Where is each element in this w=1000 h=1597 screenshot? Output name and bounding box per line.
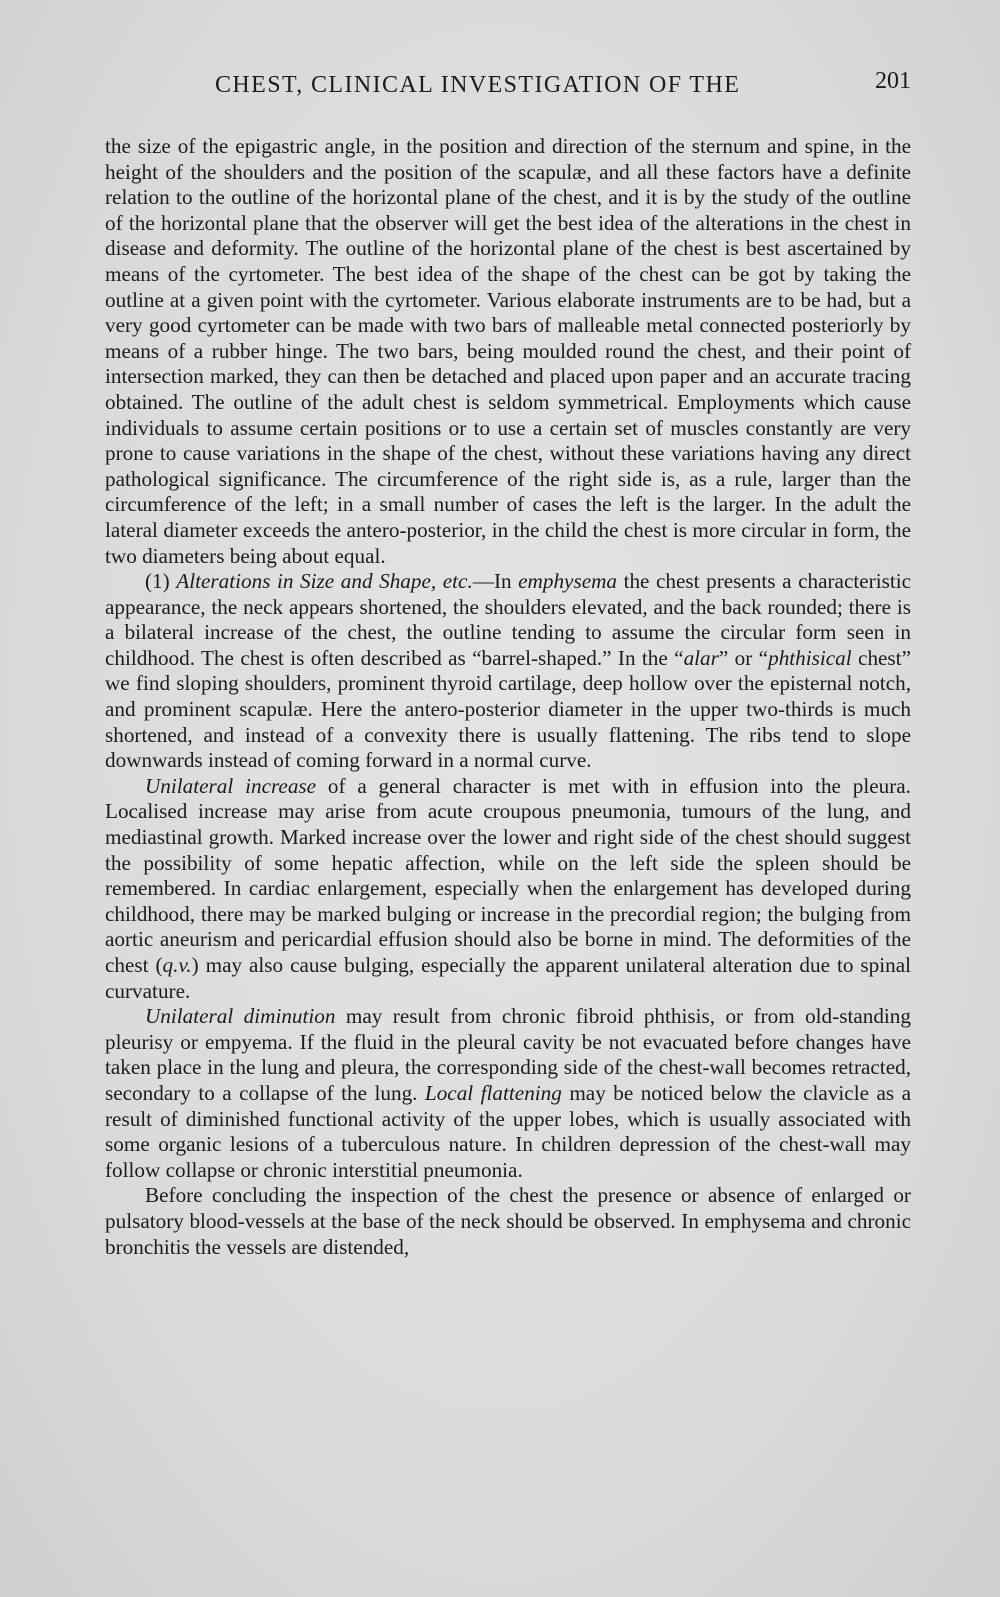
paragraph xyxy=(105,134,911,569)
page-number: 201 xyxy=(875,68,911,94)
italic-text-run: Alterations in Size and Shape, etc. xyxy=(176,569,473,594)
text-run: Before concluding the inspection of the chest the presence or absence of enlarged or pulsatory blood-vessels at the base of the neck should be observed. In emphysema and chronic bronchitis the vessels are distended, xyxy=(105,1183,911,1259)
italic-text-run: Unilateral increase xyxy=(145,773,317,798)
italic-text-run: Unilateral diminution xyxy=(145,1004,336,1029)
running-title: CHEST, CLINICAL INVESTIGATION OF THE xyxy=(215,72,741,98)
text-run: ” or “ xyxy=(718,645,769,670)
italic-text-run: q.v. xyxy=(162,953,192,977)
text-run: of a general character is met with in effusion into the pleura. Localised increase may arise from acute croupous pneumonia, tumours of the lung, and mediastinal growth. Marked increase over the lower and right side of the chest should suggest the possibility of some hepatic affection, while on the left side the spleen should be remembered. In cardiac enlargement, especially when the enlargement has developed during childhood, there may be marked bulging or increase in the precordial region; the bulging from aortic aneurism and pericardial effusion should also be borne in mind. The deformities of the chest ( xyxy=(105,773,911,977)
text-run: may result from chronic fibroid phthisis, or from old-standing pleurisy or empyema. If the fluid in the pleural cavity be not evacuated before changes have taken place in the lung and pleura, the corresponding side of the chest-wall becomes retracted, secondary to a collapse of the lung. xyxy=(105,1004,911,1105)
text-run: chest” we find sloping shoulders, prominent thyroid cartilage, deep hollow over the episternal notch, and prominent scapulæ. Here the antero-posterior diameter in the upper two-thirds is much shortened, and instead of a convexity there is usually flattening. The ribs tend to slope downwards instead of coming forward in a normal curve. xyxy=(105,645,911,773)
paragraph xyxy=(105,774,911,1004)
italic-text-run: phthisical xyxy=(768,645,852,670)
text-run: —In xyxy=(472,569,519,594)
text-run: the size of the epigastric angle, in the position and direction of the sternum and spine, in the height of the shoulders and the position of the scapulæ, and all these factors have a definite relation to the outline of the horizontal plane of the chest, and it is by the study of the outline of the horizontal plane that the observer will get the best idea of the alterations in the chest in disease and deformity. The outline of the horizontal plane of the chest is best ascertained by means of the cyrtometer. The best idea of the shape of the chest can be got by taking the outline at a given point with the cyrtometer. Various elaborate instruments are to be had, but a very good cyrtometer can be made with two bars of malleable metal connected posteriorly by means of a rubber hinge. The two bars, being moulded round the chest, and their point of intersection marked, they can then be detached and placed upon paper and an accurate tracing obtained. The outline of the adult chest is seldom symmetrical. Employments which cause individuals to assume certain positions or to use a certain set of muscles constantly are very prone to cause variations in the shape of the chest, without these variations having any direct pathological significance. The circumference of the right side is, as a rule, larger than the circumference of the left; in a small number of cases the left is the larger. In the adult the lateral diameter exceeds the antero-posterior, in the child the chest is more circular in form, the two diameters being about equal. xyxy=(105,134,911,568)
paragraph xyxy=(105,1183,911,1260)
page-header xyxy=(105,68,911,112)
paragraph xyxy=(105,569,911,774)
italic-text-run: alar xyxy=(683,645,719,670)
paragraph xyxy=(105,1004,911,1183)
text-run: (1) xyxy=(145,569,177,594)
text-run: ) may also cause bulging, especially the apparent unilateral alteration due to spinal curvature. xyxy=(105,953,911,1003)
text-run: the chest presents a characteristic appearance, the neck appears shortened, the shoulders elevated, and the back rounded; there is a bilateral increase of the chest, the outline tending to assume the circular form seen in childhood. The chest is often described as “barrel-shaped.” In the “ xyxy=(105,569,912,670)
italic-text-run: Local flattening xyxy=(424,1080,562,1105)
text-run: may be noticed below the clavicle as a result of diminished functional activity of the upper lobes, which is usually associated with some organic lesions of a tuberculous nature. In children depression of the chest-wall may follow collapse or chronic interstitial pneumonia. xyxy=(105,1080,911,1182)
body-text xyxy=(105,134,911,1260)
italic-text-run: emphysema xyxy=(518,569,617,594)
